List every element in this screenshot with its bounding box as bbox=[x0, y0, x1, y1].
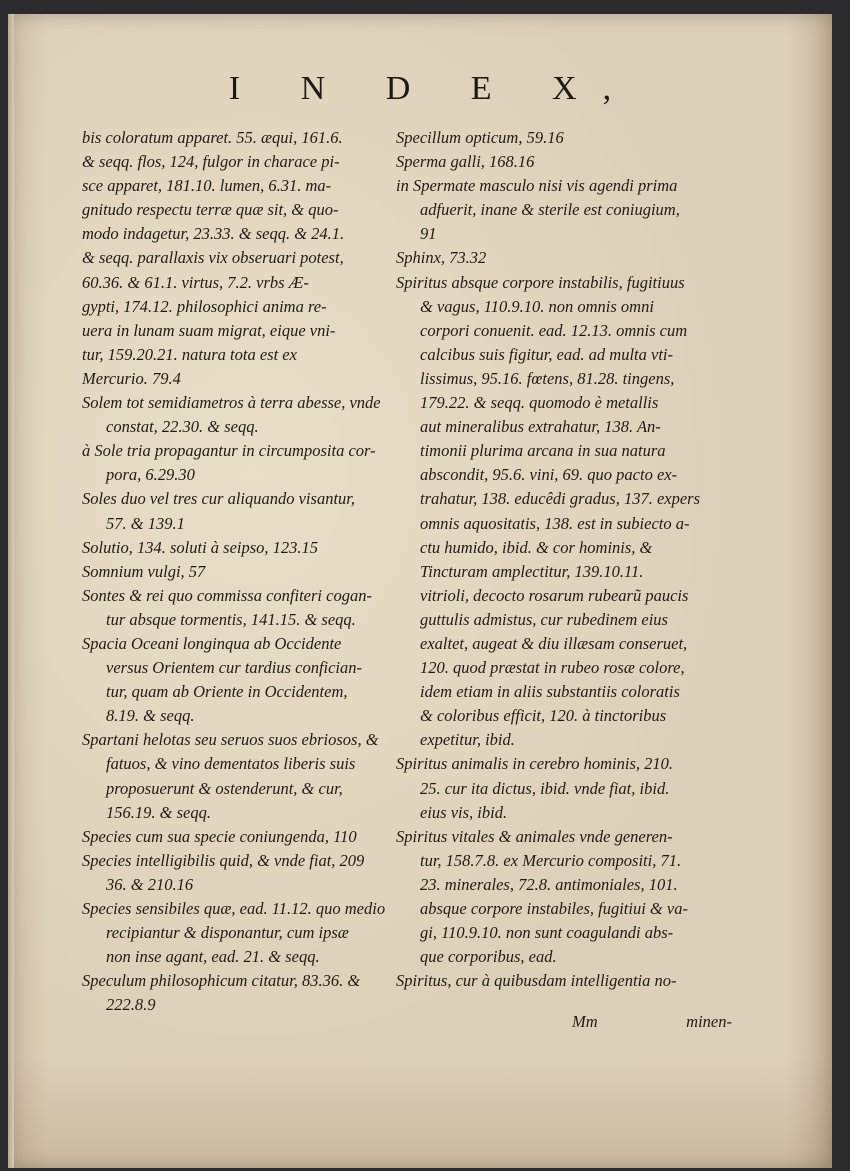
index-entry-line: Sperma galli, 168.16 bbox=[396, 152, 535, 172]
index-entry-line: fatuos, & vino dementatos liberis suis bbox=[106, 754, 356, 774]
index-entry-line: Mercurio. 79.4 bbox=[82, 368, 181, 388]
index-entry-line: Specillum opticum, 59.16 bbox=[396, 128, 564, 147]
index-entry-line: 25. cur ita dictus, ibid. vnde fiat, ibid. bbox=[420, 778, 670, 798]
signature-mark: Mm bbox=[572, 1012, 598, 1031]
index-entry-line: 60.36. & 61.1. virtus, 7.2. vrbs Æ- bbox=[82, 272, 309, 292]
index-entry-line: gnitudo respectu terræ quæ sit, & quo- bbox=[82, 200, 339, 220]
index-entry-line: vitrioli, decocto rosarum rubearũ paucis bbox=[420, 585, 689, 605]
index-entry-line: 156.19. & seqq. bbox=[106, 802, 211, 822]
index-entry-line: Solem tot semidiametros à terra abesse, vnde bbox=[82, 393, 381, 413]
catchword: minen- bbox=[686, 1012, 732, 1031]
index-entry-line: recipiantur & disponantur, cum ipsæ bbox=[106, 923, 349, 943]
index-entry-line: 23. minerales, 72.8. antimoniales, 101. bbox=[420, 874, 678, 894]
index-entry-line: 120. quod præstat in rubeo rosæ colore, bbox=[420, 658, 685, 678]
index-entry-line: 8.19. & seqq. bbox=[106, 706, 195, 726]
index-entry-line: omnis aquositatis, 138. est in subiecto a- bbox=[420, 513, 690, 533]
index-entry-line: Sphinx, 73.32 bbox=[396, 248, 487, 268]
index-entry-line: calcibus suis figitur, ead. ad multa vti- bbox=[420, 344, 673, 364]
index-entry-line: 57. & 139.1 bbox=[106, 513, 185, 533]
index-entry-line: versus Orientem cur tardius confician- bbox=[106, 658, 363, 678]
index-entry-line: absque corpore instabiles, fugitiui & va- bbox=[420, 899, 688, 918]
page-gutter bbox=[8, 14, 14, 1168]
index-entry-line: Soles duo vel tres cur aliquando visantur, bbox=[82, 489, 355, 509]
index-entry-line: Species intelligibilis quid, & vnde fiat, 209 bbox=[82, 850, 365, 870]
index-entry-line: corpori conuenit. ead. 12.13. omnis cum bbox=[420, 320, 688, 340]
index-entry-line: tur, quam ab Oriente in Occidentem, bbox=[106, 682, 348, 702]
index-entry-line: Spiritus animalis in cerebro hominis, 210. bbox=[396, 754, 673, 774]
index-entry-line: sce apparet, 181.10. lumen, 6.31. ma- bbox=[82, 176, 332, 196]
index-entry-line: modo indagetur, 23.33. & seqq. & 24.1. bbox=[82, 224, 345, 244]
index-entry-line: exaltet, augeat & diu illæsam conseruet, bbox=[420, 633, 688, 653]
index-entry-line: Spartani helotas seu seruos suos ebriosos, & bbox=[82, 730, 379, 750]
index-entry-line: Species sensibiles quæ, ead. 11.12. quo medio bbox=[82, 899, 386, 918]
index-entry-line: & vagus, 110.9.10. non omnis omni bbox=[420, 296, 654, 316]
index-entry-line: abscondit, 95.6. vini, 69. quo pacto ex- bbox=[420, 465, 678, 485]
index-entry-line: 36. & 210.16 bbox=[106, 874, 194, 894]
index-entry-line: Tincturam amplectitur, 139.10.11. bbox=[420, 561, 644, 581]
index-entry-line: 91 bbox=[420, 224, 437, 244]
index-entry-line: adfuerit, inane & sterile est coniugium, bbox=[420, 200, 680, 220]
index-entry-line: proposuerunt & ostenderunt, & cur, bbox=[106, 778, 343, 798]
index-entry-line: ctu humido, ibid. & cor hominis, & bbox=[420, 537, 653, 557]
index-entry-line: non inse agant, ead. 21. & seqq. bbox=[106, 947, 320, 967]
index-entry-line: Speculum philosophicum citatur, 83.36. & bbox=[82, 971, 361, 991]
page-title: I N D E X, bbox=[228, 70, 638, 107]
index-entry-line: pora, 6.29.30 bbox=[106, 465, 195, 485]
index-entry-line: aut mineralibus extrahatur, 138. An- bbox=[420, 417, 661, 437]
index-entry-line: lissimus, 95.16. fœtens, 81.28. tingens, bbox=[420, 368, 675, 388]
index-entry-line: Spiritus, cur à quibusdam intelligentia no- bbox=[396, 971, 677, 991]
index-entry-line: 222.8.9 bbox=[106, 995, 156, 1015]
index-entry-line: Sontes & rei quo commissa confiteri cogan- bbox=[82, 585, 372, 605]
index-entry-line: à Sole tria propagantur in circumposita cor- bbox=[82, 441, 376, 461]
index-entry-line: trahatur, 138. educêdi gradus, 137. expers bbox=[420, 489, 701, 509]
index-entry-line: tur, 159.20.21. natura tota est ex bbox=[82, 344, 297, 364]
index-entry-line: eius vis, ibid. bbox=[420, 802, 508, 822]
index-entry-line: bis coloratum apparet. 55. æqui, 161.6. bbox=[82, 128, 343, 147]
index-entry-line: gypti, 174.12. philosophici anima re- bbox=[82, 296, 327, 316]
index-column-right bbox=[396, 126, 732, 993]
index-entry-line: idem etiam in aliis substantiis coloratis bbox=[420, 682, 680, 702]
index-entry-line: expetitur, ibid. bbox=[420, 730, 515, 750]
index-entry-line: Spacia Oceani longinqua ab Occidente bbox=[82, 633, 342, 653]
index-entry-line: constat, 22.30. & seqq. bbox=[106, 417, 259, 437]
index-entry-line: que corporibus, ead. bbox=[420, 947, 557, 967]
index-entry-line: uera in lunam suam migrat, eique vni- bbox=[82, 320, 336, 340]
index-entry-line: & coloribus efficit, 120. à tinctoribus bbox=[420, 706, 667, 726]
index-entry-line: tur absque tormentis, 141.15. & seqq. bbox=[106, 609, 356, 629]
index-entry-line: gi, 110.9.10. non sunt coagulandi abs- bbox=[420, 923, 674, 943]
index-entry-line: Spiritus vitales & animales vnde generen- bbox=[396, 826, 673, 846]
index-entry-line: guttulis admistus, cur rubedinem eius bbox=[420, 609, 668, 629]
index-entry-line: Somnium vulgi, 57 bbox=[82, 561, 206, 581]
index-entry-line: & seqq. parallaxis vix obseruari potest, bbox=[82, 248, 344, 268]
index-entry-line: 179.22. & seqq. quomodo è metallis bbox=[420, 393, 659, 413]
index-column-left bbox=[82, 126, 394, 1017]
book-page bbox=[8, 14, 832, 1168]
index-entry-line: tur, 158.7.8. ex Mercurio compositi, 71. bbox=[420, 850, 682, 870]
index-entry-line: Solutio, 134. soluti à seipso, 123.15 bbox=[82, 537, 319, 557]
index-entry-line: Species cum sua specie coniungenda, 110 bbox=[82, 826, 357, 846]
index-entry-line: timonii plurima arcana in sua natura bbox=[420, 441, 666, 461]
index-entry-line: & seqq. flos, 124, fulgor in charace pi- bbox=[82, 152, 340, 172]
index-entry-line: Spiritus absque corpore instabilis, fugitiuus bbox=[396, 272, 685, 292]
index-entry-line: in Spermate masculo nisi vis agendi prima bbox=[396, 176, 678, 196]
